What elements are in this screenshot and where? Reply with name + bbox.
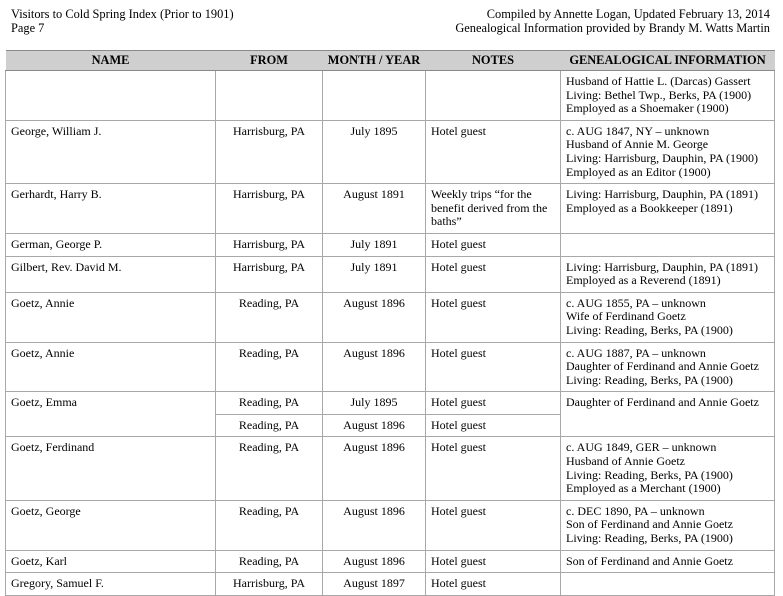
cell-month-year: July 1895 — [323, 120, 426, 183]
table-row — [6, 437, 775, 500]
cell-month-year: August 1896 — [323, 342, 426, 392]
cell-from: Reading, PA — [216, 292, 323, 342]
cell-notes: Hotel guest — [426, 414, 561, 437]
genealogical-line: Living: Harrisburg, Dauphin, PA (1891) — [566, 187, 758, 202]
column-header-month-year: MONTH / YEAR — [323, 51, 426, 71]
genealogy-credit: Genealogical Information provided by Brandy M. Watts Martin — [455, 21, 770, 35]
cell-genealogical-information — [561, 120, 775, 183]
cell-notes — [426, 71, 561, 121]
cell-from — [216, 71, 323, 121]
cell-from: Reading, PA — [216, 342, 323, 392]
cell-notes: Hotel guest — [426, 573, 561, 596]
index-title: Visitors to Cold Spring Index (Prior to 1901) — [11, 7, 234, 21]
genealogical-line: Living: Harrisburg, Dauphin, PA (1891) — [566, 259, 758, 274]
cell-notes: Hotel guest — [426, 256, 561, 292]
cell-name: Gregory, Samuel F. — [6, 573, 216, 596]
genealogical-line: Employed as a Bookkeeper (1891) — [566, 200, 733, 215]
cell-name: Goetz, Emma — [6, 392, 216, 437]
cell-genealogical-information — [561, 342, 775, 392]
page-header-left — [11, 7, 234, 35]
table-row — [6, 342, 775, 392]
cell-month-year: August 1891 — [323, 184, 426, 234]
genealogical-line: Employed as a Reverend (1891) — [566, 273, 721, 288]
genealogical-line: c. AUG 1847, NY – unknown — [566, 123, 710, 138]
genealogical-line: Living: Harrisburg, Dauphin, PA (1900) — [566, 150, 758, 165]
column-header-from: FROM — [216, 51, 323, 71]
cell-month-year: August 1896 — [323, 292, 426, 342]
cell-name: Goetz, George — [6, 500, 216, 550]
cell-genealogical-information — [561, 392, 775, 437]
table-row — [6, 71, 775, 121]
cell-notes: Hotel guest — [426, 550, 561, 573]
genealogical-line: Employed as a Shoemaker (1900) — [566, 101, 729, 116]
genealogical-line: Employed as an Editor (1900) — [566, 164, 711, 179]
genealogical-line: Husband of Hattie L. (Darcas) Gassert — [566, 74, 751, 88]
table-row — [6, 573, 775, 596]
cell-from: Reading, PA — [216, 392, 323, 415]
cell-genealogical-information — [561, 573, 775, 596]
genealogical-line: Husband of Annie M. George — [566, 137, 709, 152]
genealogical-line: c. DEC 1890, PA – unknown — [566, 503, 705, 518]
genealogical-line: c. AUG 1849, GER – unknown — [566, 440, 717, 455]
cell-notes: Hotel guest — [426, 292, 561, 342]
page-number: Page 7 — [11, 21, 45, 35]
genealogical-line: Living: Reading, Berks, PA (1900) — [566, 467, 733, 482]
column-header-notes: NOTES — [426, 51, 561, 71]
cell-month-year: August 1896 — [323, 414, 426, 437]
table-row — [6, 233, 775, 256]
cell-from: Harrisburg, PA — [216, 233, 323, 256]
table-row — [6, 500, 775, 550]
cell-from: Harrisburg, PA — [216, 256, 323, 292]
cell-notes: Hotel guest — [426, 233, 561, 256]
genealogical-line: Living: Reading, Berks, PA (1900) — [566, 372, 733, 387]
cell-month-year: August 1897 — [323, 573, 426, 596]
genealogical-line: Husband of Annie Goetz — [566, 454, 685, 469]
genealogical-line: Employed as a Merchant (1900) — [566, 481, 721, 496]
cell-month-year: August 1896 — [323, 550, 426, 573]
cell-genealogical-information — [561, 292, 775, 342]
cell-from: Harrisburg, PA — [216, 120, 323, 183]
genealogical-line: Living: Reading, Berks, PA (1900) — [566, 322, 733, 337]
cell-month-year: August 1896 — [323, 500, 426, 550]
genealogical-line: Wife of Ferdinand Goetz — [566, 309, 686, 324]
genealogical-line: c. AUG 1855, PA – unknown — [566, 295, 706, 310]
cell-name: German, George P. — [6, 233, 216, 256]
cell-notes: Hotel guest — [426, 120, 561, 183]
cell-name: Goetz, Karl — [6, 550, 216, 573]
cell-genealogical-information — [561, 437, 775, 500]
table-row — [6, 550, 775, 573]
table-row — [6, 292, 775, 342]
table-row — [6, 184, 775, 234]
table-row — [6, 120, 775, 183]
genealogical-line: Living: Reading, Berks, PA (1900) — [566, 531, 733, 546]
genealogical-line: Son of Ferdinand and Annie Goetz — [566, 553, 733, 568]
cell-genealogical-information — [561, 500, 775, 550]
cell-genealogical-information — [561, 256, 775, 292]
page-header-right — [455, 7, 770, 35]
cell-genealogical-information — [561, 71, 775, 121]
table-row — [6, 256, 775, 292]
table-row — [6, 392, 775, 415]
cell-name — [6, 71, 216, 121]
cell-genealogical-information — [561, 233, 775, 256]
cell-name: Gerhardt, Harry B. — [6, 184, 216, 234]
cell-month-year: August 1896 — [323, 437, 426, 500]
column-header-name: NAME — [6, 51, 216, 71]
cell-notes: Hotel guest — [426, 500, 561, 550]
cell-notes: Weekly trips “for the benefit derived from the baths” — [426, 184, 561, 234]
cell-from: Harrisburg, PA — [216, 184, 323, 234]
table-header-row — [6, 51, 775, 71]
cell-from: Reading, PA — [216, 414, 323, 437]
compiler-credit: Compiled by Annette Logan, Updated February 13, 2014 — [486, 7, 770, 21]
genealogical-line: Living: Bethel Twp., Berks, PA (1900) — [566, 87, 752, 102]
cell-from: Reading, PA — [216, 550, 323, 573]
visitors-index-table — [5, 50, 775, 596]
column-header-genealogical-information: GENEALOGICAL INFORMATION — [561, 51, 775, 71]
cell-month-year — [323, 71, 426, 121]
cell-month-year: July 1891 — [323, 256, 426, 292]
cell-notes: Hotel guest — [426, 437, 561, 500]
genealogical-line: Daughter of Ferdinand and Annie Goetz — [566, 395, 759, 410]
genealogical-line: Daughter of Ferdinand and Annie Goetz — [566, 359, 759, 374]
cell-name: Goetz, Annie — [6, 292, 216, 342]
cell-name: Goetz, Ferdinand — [6, 437, 216, 500]
table-body — [6, 71, 775, 596]
cell-name: George, William J. — [6, 120, 216, 183]
cell-name: Goetz, Annie — [6, 342, 216, 392]
cell-genealogical-information — [561, 550, 775, 573]
cell-month-year: July 1895 — [323, 392, 426, 415]
cell-notes: Hotel guest — [426, 392, 561, 415]
genealogical-line: c. AUG 1887, PA – unknown — [566, 345, 706, 360]
cell-notes: Hotel guest — [426, 342, 561, 392]
genealogical-line: Son of Ferdinand and Annie Goetz — [566, 517, 733, 532]
cell-name: Gilbert, Rev. David M. — [6, 256, 216, 292]
cell-month-year: July 1891 — [323, 233, 426, 256]
cell-from: Reading, PA — [216, 500, 323, 550]
cell-genealogical-information — [561, 184, 775, 234]
cell-from: Reading, PA — [216, 437, 323, 500]
cell-from: Harrisburg, PA — [216, 573, 323, 596]
